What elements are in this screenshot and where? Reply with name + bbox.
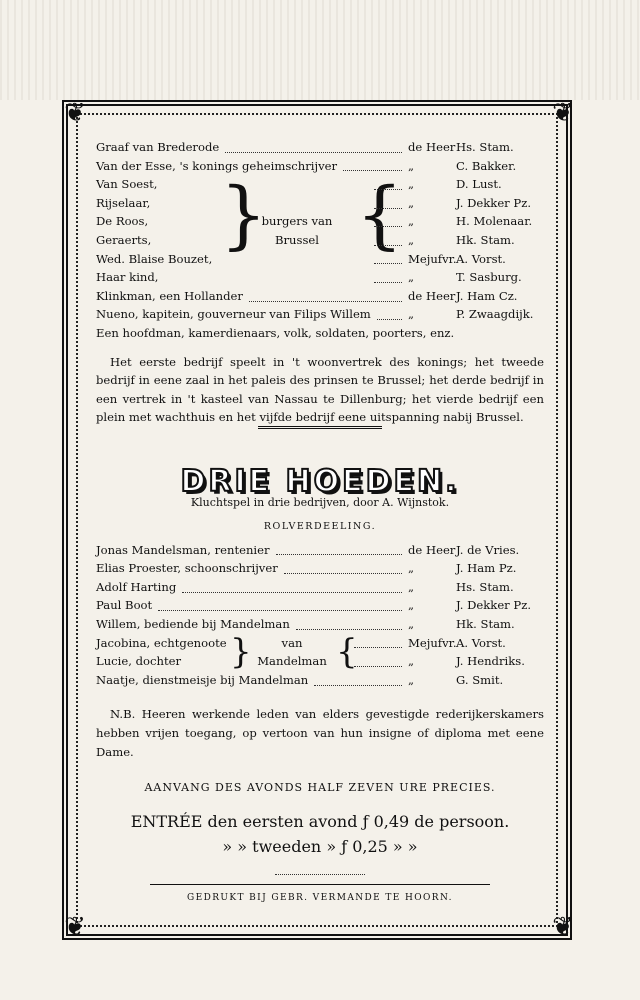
- actor-title: „: [408, 561, 415, 576]
- cast-row: [96, 578, 544, 597]
- actor-title: Mejufvr.: [408, 635, 457, 650]
- actor-name: Hs. Stam.: [456, 579, 514, 594]
- cast-row: [374, 175, 544, 194]
- actor-title: „: [408, 270, 415, 285]
- dot-leader: [374, 216, 402, 227]
- role-name: Wed. Blaise Bouzet,: [96, 251, 213, 266]
- printer-imprint: GEDRUKT BIJ GEBR. VERMANDE TE HOORN.: [187, 893, 453, 903]
- dot-leader: [276, 544, 402, 555]
- brace-right: {: [336, 631, 358, 672]
- group-label: van Mandelman: [257, 635, 327, 669]
- play-title: DRIE HOEDEN.: [180, 463, 460, 499]
- role-name: Naatje, dienstmeisje bij Mandelman: [96, 672, 309, 687]
- actor-name: D. Lust.: [456, 177, 502, 192]
- scenery-paragraph: Het eerste bedrijf speelt in 't woonvertrek des konings; het tweede bedrijf in eene zaal in het paleis des prinsen te Brussel; het derde bedrijf in een vertrek in 't kasteel van Nassau te Dillenburg; het vierde bedrijf een plein met wachthuis en het vijfde bedrijf eene uitspanning nabij Brussel.: [96, 354, 544, 425]
- actor-title: „: [408, 617, 415, 632]
- group-label: burgers van Brussel: [261, 214, 333, 247]
- actor-name: J. de Vries.: [456, 542, 520, 557]
- cast-row: [96, 671, 544, 690]
- cast-row: [96, 596, 544, 615]
- role-name: Rijselaar,: [96, 195, 151, 210]
- actor-name: J. Ham Pz.: [456, 561, 517, 576]
- cast-row: [96, 157, 544, 176]
- playbill-content: [96, 138, 544, 875]
- actor-name: Hk. Stam.: [456, 232, 515, 247]
- title-rule: [258, 426, 382, 429]
- dot-leader: [284, 563, 402, 574]
- actor-title: „: [408, 177, 415, 192]
- dot-leader: [374, 235, 402, 246]
- role-name: Geraerts,: [96, 232, 152, 247]
- actor-title: „: [408, 158, 415, 173]
- actor-title: „: [408, 654, 415, 669]
- actor-title: Mejufvr.: [408, 251, 457, 266]
- actor-title: de Heer: [408, 140, 456, 154]
- dot-leader: [374, 179, 402, 190]
- play-subtitle: Kluchtspel in drie bedrijven, door A. Wijnstok.: [190, 495, 450, 509]
- actor-name: H. Molenaar.: [456, 214, 533, 229]
- cast-list-second: [96, 287, 544, 324]
- actor-name: J. Ham Cz.: [456, 288, 518, 303]
- cast-group-mandelman: [96, 631, 544, 672]
- role-name: Paul Boot: [96, 598, 153, 613]
- cast-row: [96, 615, 544, 634]
- roles-heading: ROLVERDEELING.: [263, 521, 377, 533]
- cast-list-play2-last: [96, 671, 544, 690]
- price-line-2: » » tweeden » ƒ 0,25 » »: [222, 836, 418, 856]
- corner-ornament-icon: ❦: [552, 98, 574, 128]
- actor-title: „: [408, 232, 415, 247]
- actor-name: C. Bakker.: [456, 158, 517, 173]
- cast-row: [96, 138, 544, 157]
- dot-leader: [296, 619, 402, 630]
- actor-name: T. Sasburg.: [456, 270, 522, 285]
- role-name: De Roos,: [96, 214, 149, 229]
- brace-right: {: [356, 172, 404, 259]
- dot-leader: [225, 142, 402, 153]
- actor-name: Hs. Stam.: [456, 140, 514, 154]
- role-name: Nueno, kapitein, gouverneur van Filips Willem: [96, 307, 371, 322]
- corner-ornament-icon: ❦: [64, 98, 86, 128]
- actor-title: de Heer: [408, 542, 456, 557]
- dot-leader: [354, 656, 402, 667]
- corner-ornament-icon: ❦: [64, 912, 86, 942]
- actor-name: Hk. Stam.: [456, 617, 515, 632]
- actor-title: „: [408, 195, 415, 210]
- dot-leader: [377, 309, 402, 320]
- actor-title: „: [408, 579, 415, 594]
- dot-leader: [158, 600, 402, 611]
- actor-name: G. Smit.: [456, 672, 504, 687]
- cast-row: [354, 652, 544, 671]
- actor-name: A. Vorst.: [456, 635, 506, 650]
- printer-rule: [150, 884, 490, 885]
- group-actors: [374, 175, 544, 287]
- actor-name: J. Dekker Pz.: [456, 598, 532, 613]
- actor-title: „: [408, 672, 415, 687]
- price-line-1: ENTRÉE den eersten avond ƒ 0,49 de persoon.: [130, 811, 510, 831]
- cast-row: [374, 194, 544, 213]
- dot-leader: [314, 675, 402, 686]
- dot-leader: [374, 272, 402, 283]
- brace-left: }: [230, 631, 252, 672]
- dot-leader: [354, 637, 402, 648]
- role-name: Jonas Mandelsman, rentenier: [96, 542, 270, 557]
- cast-row: [96, 541, 544, 560]
- dot-leader: [374, 198, 402, 209]
- actor-title: „: [408, 307, 415, 322]
- cast-row: [374, 268, 544, 287]
- cast-group-burgers: [96, 172, 544, 287]
- actor-name: P. Zwaagdijk.: [456, 307, 534, 322]
- cast-row: [354, 634, 544, 653]
- cast-row: [374, 250, 544, 269]
- group-actors: [354, 634, 544, 671]
- actor-name: J. Dekker Pz.: [456, 195, 532, 210]
- dot-leader: [343, 160, 402, 171]
- brace-left: }: [220, 172, 268, 259]
- cast-row: [374, 231, 544, 250]
- cast-row: [96, 559, 544, 578]
- role-name: Elias Proester, schoonschrijver: [96, 561, 278, 576]
- extras-line: Een hoofdman, kamerdienaars, volk, soldaten, poorters, enz.: [96, 325, 455, 340]
- role-name: Willem, bediende bij Mandelman: [96, 617, 290, 632]
- role-name: Van Soest,: [96, 177, 158, 192]
- cast-list-play2: [96, 541, 544, 634]
- actor-name: A. Vorst.: [456, 251, 506, 266]
- actor-title: „: [408, 598, 415, 613]
- dot-leader: [249, 291, 402, 302]
- separator-line: [275, 874, 365, 875]
- role-name: Haar kind,: [96, 270, 159, 285]
- cast-row: [96, 305, 544, 324]
- role-name: Klinkman, een Hollander: [96, 288, 243, 303]
- cast-list-first: [96, 138, 544, 175]
- role-name: Adolf Harting: [96, 579, 177, 594]
- dot-leader: [374, 253, 402, 264]
- actor-title: de Heer: [408, 288, 456, 303]
- actor-title: „: [408, 214, 415, 229]
- note-paragraph: N.B. Heeren werkende leden van elders gevestigde rederijkerskamers hebben vrijen toegang, op vertoon van hun insigne of diploma met eene Dame.: [96, 707, 544, 759]
- actor-name: J. Hendriks.: [456, 654, 525, 669]
- group-names: [96, 634, 230, 671]
- dot-leader: [182, 582, 402, 593]
- cast-row: [374, 212, 544, 231]
- group-names: [96, 175, 220, 287]
- cast-row: [96, 287, 544, 306]
- role-name: Jacobina, echtgenoote: [96, 635, 227, 650]
- paper-texture: [0, 0, 640, 100]
- role-name: Lucie, dochter: [96, 654, 182, 669]
- corner-ornament-icon: ❦: [552, 912, 574, 942]
- curtain-time: AANVANG DES AVONDS HALF ZEVEN URE PRECIES.: [144, 781, 496, 795]
- role-name: Graaf van Brederode: [96, 140, 220, 154]
- role-name: Van der Esse, 's konings geheimschrijver: [96, 158, 338, 173]
